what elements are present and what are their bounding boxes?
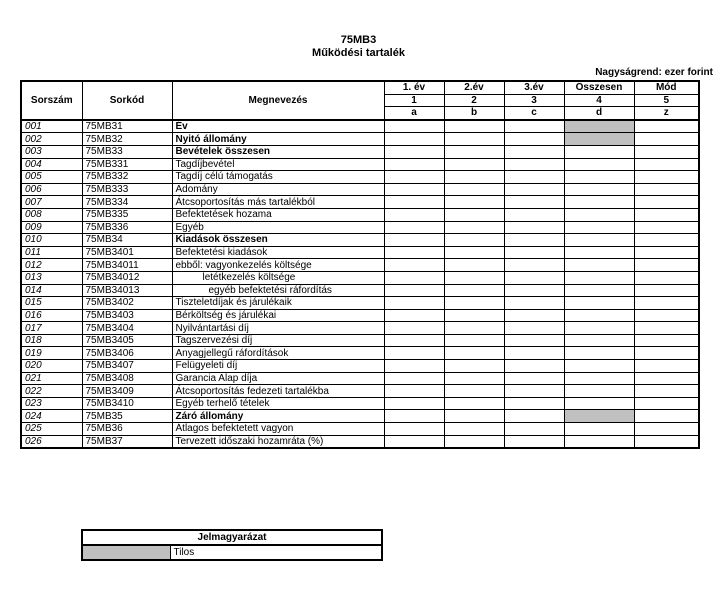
year-1-cell[interactable] <box>384 347 444 360</box>
row-number: 016 <box>21 309 82 322</box>
row-code: 75MB336 <box>82 221 172 234</box>
table-row <box>21 397 699 410</box>
row-code: 75MB37 <box>82 435 172 448</box>
row-number: 019 <box>21 347 82 360</box>
table-row <box>21 360 699 373</box>
row-number: 014 <box>21 284 82 297</box>
row-name: Adomány <box>172 183 384 196</box>
year-1-cell[interactable] <box>384 208 444 221</box>
year-3-cell[interactable] <box>504 259 564 272</box>
table-header <box>21 81 699 120</box>
year-1-cell[interactable] <box>384 259 444 272</box>
row-number: 026 <box>21 435 82 448</box>
year-3-cell[interactable] <box>504 309 564 322</box>
total-cell[interactable] <box>564 145 634 158</box>
legend-table <box>81 529 383 561</box>
table-row <box>21 234 699 247</box>
row-code: 75MB36 <box>82 423 172 436</box>
row-name: ebből: vagyonkezelés költsége <box>172 259 384 272</box>
row-number: 006 <box>21 183 82 196</box>
year-1-cell[interactable] <box>384 297 444 310</box>
mod-cell[interactable] <box>634 397 699 410</box>
header-mod: Mód <box>634 81 699 94</box>
total-cell[interactable] <box>564 322 634 335</box>
row-code: 75MB3407 <box>82 360 172 373</box>
mod-cell[interactable] <box>634 435 699 448</box>
row-name: Befektetési kiadások <box>172 246 384 259</box>
table-row <box>21 347 699 360</box>
header-total: Összesen <box>564 81 634 94</box>
year-2-cell[interactable] <box>444 309 504 322</box>
total-cell[interactable] <box>564 234 634 247</box>
mod-cell[interactable] <box>634 208 699 221</box>
mod-cell[interactable] <box>634 372 699 385</box>
row-number: 024 <box>21 410 82 423</box>
year-1-cell[interactable] <box>384 133 444 146</box>
row-number: 022 <box>21 385 82 398</box>
table-body <box>21 120 699 448</box>
header-letter: z <box>634 107 699 120</box>
mod-cell[interactable] <box>634 385 699 398</box>
year-3-cell[interactable] <box>504 423 564 436</box>
row-number: 005 <box>21 171 82 184</box>
year-2-cell[interactable] <box>444 133 504 146</box>
table-row <box>21 372 699 385</box>
table-row <box>21 259 699 272</box>
row-name: Nyitó állomány <box>172 133 384 146</box>
row-name: Év <box>172 120 384 133</box>
mod-cell[interactable] <box>634 259 699 272</box>
row-name: Tagszervezési díj <box>172 334 384 347</box>
mod-cell[interactable] <box>634 360 699 373</box>
year-2-cell[interactable] <box>444 158 504 171</box>
year-1-cell[interactable] <box>384 385 444 398</box>
year-1-cell[interactable] <box>384 234 444 247</box>
year-2-cell[interactable] <box>444 297 504 310</box>
legend-forbidden-label: Tilos <box>170 545 382 560</box>
table-row <box>21 322 699 335</box>
year-2-cell[interactable] <box>444 322 504 335</box>
row-code: 75MB3404 <box>82 322 172 335</box>
year-1-cell[interactable] <box>384 397 444 410</box>
header-year-3: 3.év <box>504 81 564 94</box>
total-cell[interactable] <box>564 171 634 184</box>
year-3-cell[interactable] <box>504 397 564 410</box>
total-cell[interactable] <box>564 360 634 373</box>
year-3-cell[interactable] <box>504 347 564 360</box>
total-cell[interactable] <box>564 158 634 171</box>
row-number: 023 <box>21 397 82 410</box>
year-1-cell[interactable] <box>384 271 444 284</box>
table-row <box>21 171 699 184</box>
row-name: Befektetések hozama <box>172 208 384 221</box>
row-code: 75MB3401 <box>82 246 172 259</box>
mod-cell[interactable] <box>634 322 699 335</box>
year-2-cell[interactable] <box>444 120 504 133</box>
year-2-cell[interactable] <box>444 145 504 158</box>
year-3-cell[interactable] <box>504 372 564 385</box>
legend-title: Jelmagyarázat <box>82 530 382 545</box>
row-number: 008 <box>21 208 82 221</box>
year-1-cell[interactable] <box>384 423 444 436</box>
header-year-2: 2.év <box>444 81 504 94</box>
row-name: Bérköltség és járulékai <box>172 309 384 322</box>
year-3-cell[interactable] <box>504 246 564 259</box>
row-code: 75MB332 <box>82 171 172 184</box>
total-cell[interactable] <box>564 423 634 436</box>
row-number: 018 <box>21 334 82 347</box>
mod-cell[interactable] <box>634 297 699 310</box>
total-cell[interactable] <box>564 297 634 310</box>
year-3-cell[interactable] <box>504 271 564 284</box>
row-name: egyéb befektetési ráfordítás <box>172 284 384 297</box>
year-3-cell[interactable] <box>504 322 564 335</box>
row-code: 75MB331 <box>82 158 172 171</box>
row-code: 75MB34012 <box>82 271 172 284</box>
year-2-cell[interactable] <box>444 221 504 234</box>
row-number: 007 <box>21 196 82 209</box>
year-1-cell[interactable] <box>384 171 444 184</box>
row-number: 002 <box>21 133 82 146</box>
mod-cell[interactable] <box>634 423 699 436</box>
mod-cell[interactable] <box>634 246 699 259</box>
row-code: 75MB3406 <box>82 347 172 360</box>
table-row <box>21 145 699 158</box>
header-number: 4 <box>564 94 634 107</box>
year-1-cell[interactable] <box>384 158 444 171</box>
row-number: 015 <box>21 297 82 310</box>
header-number: 1 <box>384 94 444 107</box>
header-number: 5 <box>634 94 699 107</box>
year-3-cell[interactable] <box>504 221 564 234</box>
table-row <box>21 410 699 423</box>
row-code: 75MB3403 <box>82 309 172 322</box>
row-number: 017 <box>21 322 82 335</box>
year-3-cell[interactable] <box>504 196 564 209</box>
table-row <box>21 196 699 209</box>
year-2-cell[interactable] <box>444 183 504 196</box>
row-name: Egyéb <box>172 221 384 234</box>
row-number: 011 <box>21 246 82 259</box>
total-cell[interactable] <box>564 347 634 360</box>
mod-cell[interactable] <box>634 221 699 234</box>
table-row <box>21 183 699 196</box>
year-3-cell[interactable] <box>504 385 564 398</box>
row-number: 013 <box>21 271 82 284</box>
row-code: 75MB334 <box>82 196 172 209</box>
forbidden-cell <box>564 120 634 133</box>
row-number: 021 <box>21 372 82 385</box>
table-row <box>21 284 699 297</box>
mod-cell[interactable] <box>634 196 699 209</box>
row-number: 025 <box>21 423 82 436</box>
header-letter: d <box>564 107 634 120</box>
year-2-cell[interactable] <box>444 246 504 259</box>
row-name: Tagdíj célú támogatás <box>172 171 384 184</box>
forbidden-cell <box>564 410 634 423</box>
row-code: 75MB335 <box>82 208 172 221</box>
year-3-cell[interactable] <box>504 171 564 184</box>
mod-cell[interactable] <box>634 171 699 184</box>
year-1-cell[interactable] <box>384 221 444 234</box>
row-code: 75MB3408 <box>82 372 172 385</box>
year-3-cell[interactable] <box>504 435 564 448</box>
row-name: Nyilvántartási díj <box>172 322 384 335</box>
row-name: Átcsoportosítás más tartalékból <box>172 196 384 209</box>
year-3-cell[interactable] <box>504 208 564 221</box>
table-row <box>21 309 699 322</box>
year-1-cell[interactable] <box>384 360 444 373</box>
year-2-cell[interactable] <box>444 410 504 423</box>
row-name: Garancia Alap díja <box>172 372 384 385</box>
year-2-cell[interactable] <box>444 284 504 297</box>
year-1-cell[interactable] <box>384 145 444 158</box>
table-row <box>21 423 699 436</box>
year-3-cell[interactable] <box>504 145 564 158</box>
row-name: Záró állomány <box>172 410 384 423</box>
year-1-cell[interactable] <box>384 372 444 385</box>
forbidden-cell <box>564 133 634 146</box>
year-1-cell[interactable] <box>384 196 444 209</box>
year-3-cell[interactable] <box>504 297 564 310</box>
row-name: Tagdíjbevétel <box>172 158 384 171</box>
reserve-table <box>20 80 700 449</box>
year-2-cell[interactable] <box>444 196 504 209</box>
table-row <box>21 158 699 171</box>
total-cell[interactable] <box>564 385 634 398</box>
total-cell[interactable] <box>564 334 634 347</box>
mod-cell[interactable] <box>634 133 699 146</box>
year-3-cell[interactable] <box>504 360 564 373</box>
row-number: 001 <box>21 120 82 133</box>
year-3-cell[interactable] <box>504 410 564 423</box>
year-1-cell[interactable] <box>384 435 444 448</box>
year-2-cell[interactable] <box>444 334 504 347</box>
header-sorkod: Sorkód <box>82 81 172 120</box>
total-cell[interactable] <box>564 284 634 297</box>
row-name: Átlagos befektetett vagyon <box>172 423 384 436</box>
year-3-cell[interactable] <box>504 334 564 347</box>
total-cell[interactable] <box>564 309 634 322</box>
row-name: Egyéb terhelő tételek <box>172 397 384 410</box>
mod-cell[interactable] <box>634 410 699 423</box>
table-row <box>21 435 699 448</box>
unit-label: Nagyságrend: ezer forint <box>595 67 713 78</box>
total-cell[interactable] <box>564 246 634 259</box>
row-code: 75MB33 <box>82 145 172 158</box>
row-number: 004 <box>21 158 82 171</box>
year-3-cell[interactable] <box>504 183 564 196</box>
year-2-cell[interactable] <box>444 347 504 360</box>
total-cell[interactable] <box>564 259 634 272</box>
total-cell[interactable] <box>564 208 634 221</box>
table-row <box>21 334 699 347</box>
mod-cell[interactable] <box>634 334 699 347</box>
header-megnevezes: Megnevezés <box>172 81 384 120</box>
year-1-cell[interactable] <box>384 246 444 259</box>
total-cell[interactable] <box>564 221 634 234</box>
year-2-cell[interactable] <box>444 435 504 448</box>
row-code: 75MB3402 <box>82 297 172 310</box>
row-number: 010 <box>21 234 82 247</box>
year-2-cell[interactable] <box>444 271 504 284</box>
total-cell[interactable] <box>564 397 634 410</box>
year-2-cell[interactable] <box>444 360 504 373</box>
row-code: 75MB34013 <box>82 284 172 297</box>
row-name: Felügyeleti díj <box>172 360 384 373</box>
form-subtitle: Működési tartalék <box>312 47 405 59</box>
row-name: Anyagjellegű ráfordítások <box>172 347 384 360</box>
year-1-cell[interactable] <box>384 410 444 423</box>
row-code: 75MB3410 <box>82 397 172 410</box>
year-1-cell[interactable] <box>384 322 444 335</box>
year-1-cell[interactable] <box>384 309 444 322</box>
year-3-cell[interactable] <box>504 133 564 146</box>
row-name: letétkezelés költsége <box>172 271 384 284</box>
year-2-cell[interactable] <box>444 208 504 221</box>
year-2-cell[interactable] <box>444 423 504 436</box>
year-2-cell[interactable] <box>444 385 504 398</box>
form-code-title: 75MB3 <box>340 34 377 46</box>
row-name: Átcsoportosítás fedezeti tartalékba <box>172 385 384 398</box>
mod-cell[interactable] <box>634 309 699 322</box>
row-code: 75MB3409 <box>82 385 172 398</box>
legend-forbidden-swatch <box>82 545 170 560</box>
row-name: Kiadások összesen <box>172 234 384 247</box>
year-3-cell[interactable] <box>504 120 564 133</box>
table-row <box>21 221 699 234</box>
mod-cell[interactable] <box>634 158 699 171</box>
header-letter: a <box>384 107 444 120</box>
row-code: 75MB333 <box>82 183 172 196</box>
row-number: 020 <box>21 360 82 373</box>
header-number: 3 <box>504 94 564 107</box>
header-letter: b <box>444 107 504 120</box>
row-name: Bevételek összesen <box>172 145 384 158</box>
table-row <box>21 208 699 221</box>
table-row <box>21 120 699 133</box>
year-1-cell[interactable] <box>384 183 444 196</box>
year-3-cell[interactable] <box>504 158 564 171</box>
total-cell[interactable] <box>564 196 634 209</box>
mod-cell[interactable] <box>634 347 699 360</box>
row-number: 012 <box>21 259 82 272</box>
row-code: 75MB34011 <box>82 259 172 272</box>
year-2-cell[interactable] <box>444 234 504 247</box>
year-2-cell[interactable] <box>444 397 504 410</box>
header-letter: c <box>504 107 564 120</box>
row-name: Tervezett időszaki hozamráta (%) <box>172 435 384 448</box>
row-number: 003 <box>21 145 82 158</box>
table-row <box>21 133 699 146</box>
year-1-cell[interactable] <box>384 284 444 297</box>
total-cell[interactable] <box>564 183 634 196</box>
row-code: 75MB31 <box>82 120 172 133</box>
mod-cell[interactable] <box>634 183 699 196</box>
table-row <box>21 297 699 310</box>
row-name: Tiszteletdíjak és járulékaik <box>172 297 384 310</box>
table-row <box>21 246 699 259</box>
year-2-cell[interactable] <box>444 259 504 272</box>
total-cell[interactable] <box>564 372 634 385</box>
header-number: 2 <box>444 94 504 107</box>
row-code: 75MB34 <box>82 234 172 247</box>
row-code: 75MB32 <box>82 133 172 146</box>
header-sorszam: Sorszám <box>21 81 82 120</box>
mod-cell[interactable] <box>634 145 699 158</box>
year-1-cell[interactable] <box>384 120 444 133</box>
row-code: 75MB3405 <box>82 334 172 347</box>
year-3-cell[interactable] <box>504 234 564 247</box>
year-2-cell[interactable] <box>444 171 504 184</box>
row-code: 75MB35 <box>82 410 172 423</box>
year-3-cell[interactable] <box>504 284 564 297</box>
year-2-cell[interactable] <box>444 372 504 385</box>
total-cell[interactable] <box>564 271 634 284</box>
table-row <box>21 271 699 284</box>
header-year-1: 1. év <box>384 81 444 94</box>
year-1-cell[interactable] <box>384 334 444 347</box>
mod-cell[interactable] <box>634 271 699 284</box>
row-number: 009 <box>21 221 82 234</box>
mod-cell[interactable] <box>634 234 699 247</box>
table-row <box>21 385 699 398</box>
mod-cell[interactable] <box>634 284 699 297</box>
total-cell[interactable] <box>564 435 634 448</box>
mod-cell[interactable] <box>634 120 699 133</box>
